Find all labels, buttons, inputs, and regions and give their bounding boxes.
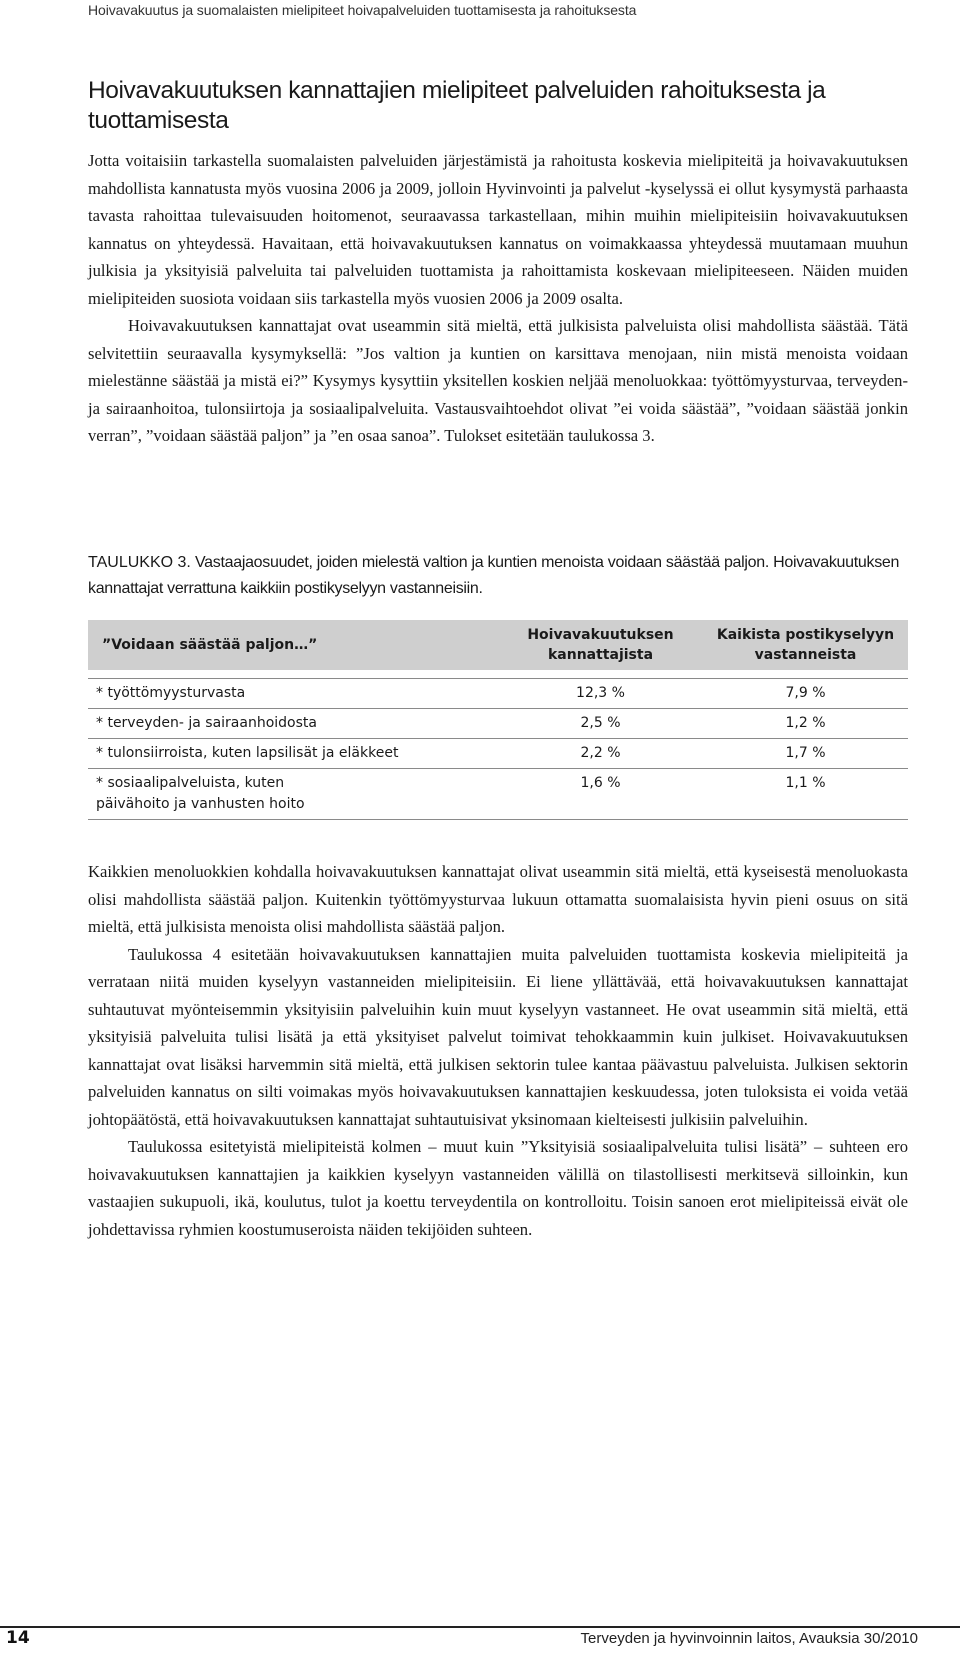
column-header: Hoivavakuutuksen kannattajista — [498, 620, 703, 670]
table-caption-label: TAULUKKO 3. — [88, 554, 191, 571]
table-caption — [88, 550, 910, 602]
cell-all: 1,2 % — [703, 709, 908, 739]
paragraph: Kaikkien menoluokkien kohdalla hoivavakuutuksen kannattajat olivat useammin sitä mieltä, että kyseisestä menoluokasta olisi mahdollista säästää paljon. Kuitenkin työttömyysturvaa lukuun ottamatta suomalaisista hyvin pieni osuus on sitä mieltä, että julkisista menoista olisi mahdollista säästää paljon. — [88, 862, 908, 936]
cell-supporters: 2,5 % — [498, 709, 703, 739]
data-table — [88, 620, 908, 820]
cell-all: 1,7 % — [703, 739, 908, 769]
paragraph: Jotta voitaisiin tarkastella suomalaisten palveluiden järjestämistä ja rahoitusta koskevia mielipiteitä ja hoivavakuutuksen mahdollista kannatusta myös vuosina 2006 ja 2009, jolloin Hyvinvointi ja palvelut -kyselyssä ei ollut kysymystä parhaasta tavasta rahoittaa tulevaisuuden hoitomenot, seuraavassa tarkastellaan, mihin muihin mielipiteisiin hoivavakuutuksen kannatus on yhteydessä. Havaitaan, että hoivavakuutuksen kannatus on voimakkaassa yhteydessä muutamaan muuhun julkisia ja yksityisiä palveluita tai palveluiden tuottamista ja rahoittamista koskevaan mielipiteeseen. Näiden muiden mielipiteiden suosiota voidaan siis tarkastella myös vuosien 2006 ja 2009 osalta. — [88, 151, 908, 308]
page-number: 14 — [6, 1628, 30, 1648]
running-header: Hoivavakuutus ja suomalaisten mielipiteet hoivapalveluiden tuottamisesta ja rahoituksesta — [88, 2, 637, 18]
row-label: * tulonsiirroista, kuten lapsilisät ja eläkkeet — [88, 739, 498, 769]
paragraph: Taulukossa esitetyistä mielipiteistä kolmen – muut kuin ”Yksityisiä sosiaalipalveluita tulisi lisätä” – suhteen ero hoivavakuutuksen kannattajien ja kaikkien kyselyyn vastanneiden välillä on tilastollisesti merkitsevä silloinkin, kun vastaajien sukupuoli, ikä, koulutus, tulot ja koettu terveydentila on kontrolloitu. Toisin sanoen erot mielipiteissä eivät ole johdettavissa ryhmien koostumuseroista näiden tekijöiden suhteen. — [88, 1137, 908, 1239]
table-row — [88, 769, 908, 820]
outro-text — [88, 858, 908, 1243]
table-spacer — [88, 670, 908, 679]
column-header: Kaikista postikyselyyn vastanneista — [703, 620, 908, 670]
cell-supporters: 12,3 % — [498, 679, 703, 709]
footer-publication: Terveyden ja hyvinvoinnin laitos, Avauksia 30/2010 — [580, 1630, 918, 1647]
cell-supporters: 2,2 % — [498, 739, 703, 769]
table-row — [88, 679, 908, 709]
cell-supporters: 1,6 % — [498, 769, 703, 820]
table-header-row — [88, 620, 908, 670]
cell-all: 7,9 % — [703, 679, 908, 709]
paragraph: Taulukossa 4 esitetään hoivavakuutuksen kannattajien muita palveluiden tuottamista koskevia mielipiteitä ja verrataan niitä muiden kyselyyn vastanneiden mielipiteisiin. Ei liene yllättävää, että hoivavakuutuksen kannattajat suhtautuvat myönteisemmin yksityisiin palveluihin kuin muut kyselyyn vastanneet. He ovat useammin sitä mieltä, että yksityisiä palveluita tulisi lisätä ja että yksityiset palvelut toimivat tehokkaammin kuin julkiset. Hoivavakuutuksen kannattajat ovat lisäksi harvemmin sitä mieltä, että julkisen sektorin tulee kantaa päävastuu palveluista. Julkisen sektorin palveluiden kannatus on silti voimakas myös hoivavakuutuksen kannattajien keskuudessa, joten tuloksista ei voida vetää johtopäätöstä, että hoivavakuutuksen kannattajat suhtautuisivat yksinomaan kielteisesti julkisiin palveluihin. — [88, 944, 908, 1129]
table-row — [88, 709, 908, 739]
intro-text — [88, 147, 908, 450]
row-label: * sosiaalipalveluista, kuten päivähoito ja vanhusten hoito — [88, 769, 498, 820]
paragraph: Hoivavakuutuksen kannattajat ovat useammin sitä mieltä, että julkisista palveluista olisi mahdollista säästää. Tätä selvitettiin seuraavalla kysymyksellä: ”Jos valtion ja kuntien on karsittava menojaan, niin mistä menoista voidaan mielestänne säästää ja mistä ei?” Kysymys kysyttiin yksitellen koskien neljää menoluokkaa: työttömyysturvaa, terveyden- ja sairaanhoitoa, tulonsiirtoja ja sosiaalipalveluita. Vastausvaihtoehdot olivat ”ei voida säästää”, ”voidaan säästää jonkin verran”, ”voidaan säästää paljon” ja ”en osaa sanoa”. Tulokset esitetään taulukossa 3. — [88, 316, 908, 445]
column-header: ”Voidaan säästää paljon…” — [88, 620, 498, 670]
row-label: * terveyden- ja sairaanhoidosta — [88, 709, 498, 739]
row-label: * työttömyysturvasta — [88, 679, 498, 709]
table-caption-text: Vastaajaosuudet, joiden mielestä valtion ja kuntien menoista voidaan säästää paljon. Hoivavakuutuksen kannattajat verrattuna kaikkiin postikyselyyn vastanneisiin. — [88, 554, 900, 597]
cell-all: 1,1 % — [703, 769, 908, 820]
footer-rule — [0, 1626, 960, 1628]
table-row — [88, 739, 908, 769]
section-title: Hoivavakuutuksen kannattajien mielipiteet palveluiden rahoituksesta ja tuottamisesta — [88, 77, 826, 134]
